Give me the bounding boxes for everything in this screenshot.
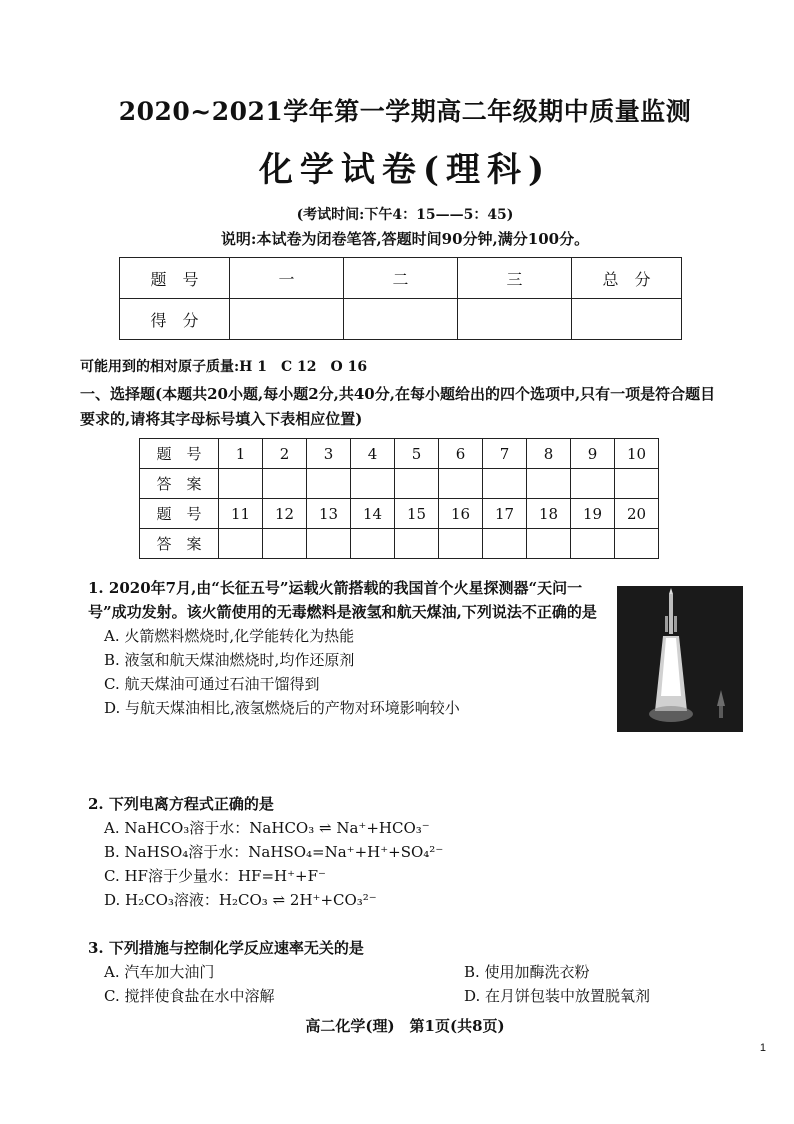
answer-cell[interactable] <box>615 529 659 559</box>
answer-cell[interactable] <box>395 529 439 559</box>
answer-num: 11 <box>219 499 263 529</box>
score-cell-1[interactable] <box>230 299 344 340</box>
question-1-option-b: B. 液氢和航天煤油燃烧时,均作还原剂 <box>104 651 355 669</box>
question-2-option-b: B. NaHSO₄溶于水：NaHSO₄=Na⁺+H⁺+SO₄²⁻ <box>104 843 444 861</box>
score-col-total: 总 分 <box>572 258 682 299</box>
answer-num: 13 <box>307 499 351 529</box>
page-number: 1 <box>759 1042 766 1054</box>
answer-num: 12 <box>263 499 307 529</box>
question-3-option-a: A. 汽车加大油门 <box>104 963 215 981</box>
score-cell-3[interactable] <box>458 299 572 340</box>
answer-cell[interactable] <box>307 469 351 499</box>
atomic-mass-note: 可能用到的相对原子质量:H 1 C 12 O 16 <box>80 359 368 375</box>
answer-cell[interactable] <box>351 529 395 559</box>
answer-cell[interactable] <box>263 469 307 499</box>
score-cell-total[interactable] <box>572 299 682 340</box>
question-1-option-a: A. 火箭燃料燃烧时,化学能转化为热能 <box>104 627 355 645</box>
score-table-header-row <box>120 258 682 299</box>
question-2 <box>88 792 648 912</box>
score-col-2: 二 <box>344 258 458 299</box>
answer-cell[interactable] <box>527 529 571 559</box>
exam-time: (考试时间:下午4：15——5：45) <box>296 207 514 223</box>
answer-cell[interactable] <box>439 469 483 499</box>
question-1-stem: 1. 2020年7月,由“长征五号”运载火箭搭载的我国首个火星探测器“天问一号”成功发射。该火箭使用的无毒燃料是液氢和航天煤油,下列说法不正确的是 <box>88 579 597 621</box>
answer-cell[interactable] <box>571 529 615 559</box>
score-table-score-row <box>120 299 682 340</box>
question-2-stem: 2. 下列电离方程式正确的是 <box>88 795 274 813</box>
question-3-options-row-1 <box>88 960 688 984</box>
answer-num: 1 <box>219 439 263 469</box>
question-3-option-c: C. 搅拌使食盐在水中溶解 <box>104 987 275 1005</box>
page-footer: 高二化学(理) 第1页(共8页) <box>305 1017 505 1035</box>
question-3-option-b: B. 使用加酶洗衣粉 <box>464 963 590 981</box>
score-table <box>119 257 682 340</box>
answer-cell[interactable] <box>263 529 307 559</box>
answer-cell[interactable] <box>351 469 395 499</box>
answer-num: 14 <box>351 499 395 529</box>
answer-cell[interactable] <box>483 529 527 559</box>
score-col-3: 三 <box>458 258 572 299</box>
exam-note: 说明:本试卷为闭卷笔答,答题时间90分钟,满分100分。 <box>220 230 590 248</box>
answer-label-question: 题 号 <box>140 499 219 529</box>
score-label-question: 题 号 <box>120 258 230 299</box>
answer-label-question: 题 号 <box>140 439 219 469</box>
answer-label-answer: 答 案 <box>140 529 219 559</box>
answer-fill-row-2 <box>140 529 659 559</box>
exam-subtitle: 化学试卷(理科) <box>258 150 552 190</box>
rocket-icon <box>617 586 743 732</box>
answer-num: 15 <box>395 499 439 529</box>
rocket-launch-photo <box>617 586 743 732</box>
question-1-option-c: C. 航天煤油可通过石油干馏得到 <box>104 675 320 693</box>
answer-cell[interactable] <box>395 469 439 499</box>
question-1 <box>88 576 608 720</box>
answer-cell[interactable] <box>571 469 615 499</box>
answer-cell[interactable] <box>219 529 263 559</box>
answer-num-row-2 <box>140 499 659 529</box>
exam-paper <box>55 80 755 1070</box>
question-3-stem: 3. 下列措施与控制化学反应速率无关的是 <box>88 939 364 957</box>
score-col-1: 一 <box>230 258 344 299</box>
answer-num: 4 <box>351 439 395 469</box>
answer-num: 9 <box>571 439 615 469</box>
question-2-option-c: C. HF溶于少量水：HF=H⁺+F⁻ <box>104 867 326 885</box>
answer-cell[interactable] <box>307 529 351 559</box>
answer-cell[interactable] <box>483 469 527 499</box>
answer-cell[interactable] <box>439 529 483 559</box>
answer-num: 17 <box>483 499 527 529</box>
answer-num: 10 <box>615 439 659 469</box>
question-3-option-d: D. 在月饼包装中放置脱氧剂 <box>464 987 651 1005</box>
answer-num: 18 <box>527 499 571 529</box>
answer-num: 5 <box>395 439 439 469</box>
answer-num: 3 <box>307 439 351 469</box>
answer-num: 8 <box>527 439 571 469</box>
section1-heading: 一、选择题(本题共20小题,每小题2分,共40分,在每小题给出的四个选项中,只有一项是符合题目要求的,请将其字母标号填入下表相应位置) <box>80 385 716 428</box>
answer-label-answer: 答 案 <box>140 469 219 499</box>
exam-title: 2020~2021学年第一学期高二年级期中质量监测 <box>118 97 692 126</box>
answer-num: 16 <box>439 499 483 529</box>
answer-num: 20 <box>615 499 659 529</box>
score-cell-2[interactable] <box>344 299 458 340</box>
question-2-option-d: D. H₂CO₃溶液：H₂CO₃ ⇌ 2H⁺+CO₃²⁻ <box>104 891 377 909</box>
question-1-option-d: D. 与航天煤油相比,液氢燃烧后的产物对环境影响较小 <box>104 699 460 717</box>
answer-num-row-1 <box>140 439 659 469</box>
answer-cell[interactable] <box>527 469 571 499</box>
answer-num: 2 <box>263 439 307 469</box>
answer-cell[interactable] <box>219 469 263 499</box>
question-3 <box>88 936 688 1008</box>
answer-num: 7 <box>483 439 527 469</box>
answer-num: 19 <box>571 499 615 529</box>
answer-fill-row-1 <box>140 469 659 499</box>
question-2-option-a: A. NaHCO₃溶于水：NaHCO₃ ⇌ Na⁺+HCO₃⁻ <box>104 819 430 837</box>
answer-cell[interactable] <box>615 469 659 499</box>
question-3-options-row-2 <box>88 984 688 1008</box>
score-label-score: 得 分 <box>120 299 230 340</box>
answer-num: 6 <box>439 439 483 469</box>
answer-table <box>139 438 659 559</box>
